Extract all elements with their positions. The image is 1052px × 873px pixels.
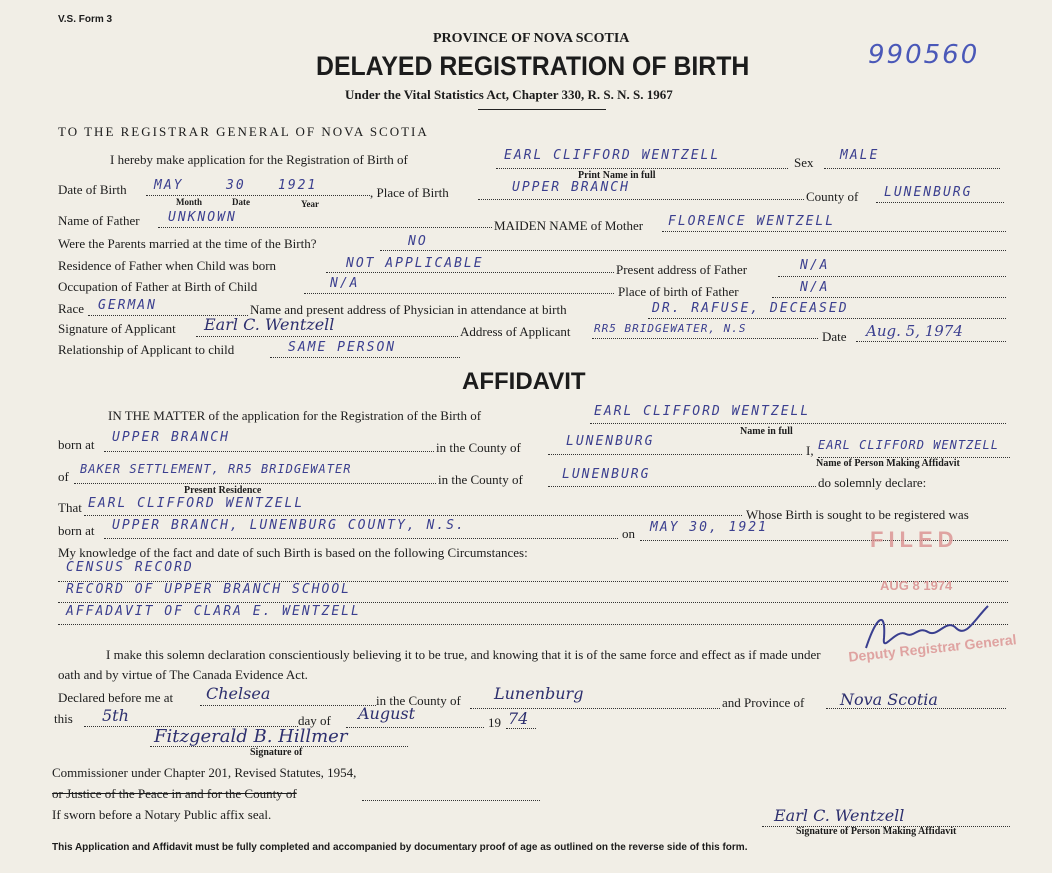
that-label: That	[58, 500, 82, 515]
physician-label: Name and present address of Physician in attendance at birth	[250, 302, 567, 317]
oath-text: oath and by virtue of The Canada Evidence Act.	[58, 667, 308, 682]
circumstance-2: RECORD OF UPPER BRANCH SCHOOL	[66, 582, 351, 597]
person-value: EARL CLIFFORD WENTZELL	[818, 438, 999, 452]
parents-married-label: Were the Parents married at the time of the Birth?	[58, 236, 317, 251]
born-at-line	[104, 451, 434, 452]
place-of-birth-value: UPPER BRANCH	[512, 180, 630, 195]
handwritten-number: 990560	[868, 40, 980, 70]
present-residence-caption: Present Residence	[184, 485, 262, 496]
date-label: Date	[822, 329, 847, 344]
stamp-office: Deputy Registrar General	[847, 631, 1018, 665]
child-name-line	[496, 168, 788, 169]
affidavit-matter: IN THE MATTER of the application for the Registration of the Birth of	[108, 408, 482, 423]
commissioner-label: Commissioner under Chapter 201, Revised Statutes, 1954,	[52, 765, 357, 780]
birth-of-line	[590, 423, 1006, 424]
that-line	[84, 515, 742, 516]
declared-label: Declared before me at	[58, 690, 174, 705]
dob-date: 30	[226, 178, 246, 193]
born-place-line	[104, 538, 618, 539]
signature-applicant-value: Earl C. Wentzell	[204, 315, 335, 334]
declared-line	[200, 705, 376, 706]
signature-applicant-label: Signature of Applicant	[58, 321, 176, 336]
application-label: I hereby make application for the Registration of Birth of	[110, 152, 408, 167]
year-line	[506, 728, 536, 729]
occupation-father-value: N/A	[330, 276, 360, 291]
occupation-father-label: Occupation of Father at Birth of Child	[58, 279, 258, 294]
circumstance-3: AFFADAVIT OF CLARA E. WENTZELL	[66, 604, 361, 619]
month-line	[346, 727, 484, 728]
to-registrar: TO THE REGISTRAR GENERAL OF NOVA SCOTIA	[58, 124, 429, 139]
birth-of-value: EARL CLIFFORD WENTZELL	[594, 404, 811, 419]
form-subtitle: Under the Vital Statistics Act, Chapter 330, R. S. N. S. 1967	[345, 87, 673, 102]
registrar-signature-icon	[856, 598, 996, 662]
child-name-value: EARL CLIFFORD WENTZELL	[504, 148, 721, 163]
decl-county-label: in the County of	[376, 693, 461, 708]
dob-label: Date of Birth	[58, 182, 127, 197]
year-caption: Year	[301, 199, 319, 209]
i-label: I,	[806, 443, 814, 458]
title-rule	[478, 109, 606, 110]
county1-line	[548, 454, 802, 455]
born-at2-label: born at	[58, 523, 95, 538]
knowledge-label: My knowledge of the fact and date of such Birth is based on the following Circumstances:	[58, 545, 528, 560]
form-title: DELAYED REGISTRATION OF BIRTH	[316, 51, 750, 81]
race-value: GERMAN	[98, 298, 157, 313]
day-value: 5th	[102, 706, 129, 725]
date-line	[856, 341, 1006, 342]
solemn-declaration: I make this solemn declaration conscientiously believing it to be true, and knowing that it is of the same force and effect as if made under	[106, 647, 821, 662]
month-value: August	[358, 704, 416, 723]
maiden-name-line	[662, 231, 1006, 232]
father-label: Name of Father	[58, 213, 140, 228]
filed-stamp: FILED	[870, 527, 959, 552]
county-label: County of	[806, 189, 859, 204]
on-label: on	[622, 526, 635, 541]
occupation-father-line	[304, 293, 614, 294]
county2-value: LUNENBURG	[562, 467, 651, 482]
commissioner-signature: Fitzgerald B. Hillmer	[154, 726, 348, 747]
born-at-label: born at	[58, 437, 95, 452]
born-at-value: UPPER BRANCH	[112, 430, 230, 445]
month-caption: Month	[176, 197, 203, 207]
name-in-full-caption: Name in full	[740, 426, 793, 437]
county1-value: LUNENBURG	[566, 434, 655, 449]
date-value: Aug. 5, 1974	[866, 322, 963, 340]
relationship-label: Relationship of Applicant to child	[58, 342, 235, 357]
county1-label: in the County of	[436, 440, 521, 455]
province-label: and Province of	[722, 695, 805, 710]
nineteen-label: 19	[488, 715, 501, 730]
solemnly-declare: do solemnly declare:	[818, 475, 927, 490]
signature-of-caption: Signature of	[250, 747, 303, 758]
place-birth-father-value: N/A	[800, 280, 830, 295]
county-value: LUNENBURG	[884, 185, 973, 200]
province-value: Nova Scotia	[840, 690, 938, 709]
father-value: UNKNOWN	[168, 210, 237, 225]
address-applicant-label: Address of Applicant	[460, 324, 571, 339]
sex-label: Sex	[794, 155, 814, 170]
day-of-label: day of	[298, 713, 331, 728]
residence-father-line	[326, 272, 614, 273]
address-applicant-line	[592, 338, 818, 339]
parents-married-value: NO	[408, 234, 428, 249]
declared-value: Chelsea	[206, 684, 271, 703]
race-label: Race	[58, 301, 84, 316]
of-label: of	[58, 469, 69, 484]
present-address-father-line	[778, 276, 1006, 277]
notary-label: If sworn before a Notary Public affix seal.	[52, 807, 272, 822]
person-signature: Earl C. Wentzell	[774, 806, 905, 825]
year-value: 74	[508, 709, 529, 728]
footer-note: This Application and Affidavit must be fully completed and accompanied by documentary proof of age as outlined on the reverse side of this form.	[52, 842, 748, 853]
mother-value: FLORENCE WENTZELL	[668, 214, 836, 229]
sig-person-caption: Signature of Person Making Affidavit	[796, 826, 957, 837]
county-line	[876, 202, 1004, 203]
place-birth-father-line	[772, 297, 1006, 298]
physician-value: DR. RAFUSE, DECEASED	[652, 301, 849, 316]
form-id: V.S. Form 3	[58, 14, 113, 25]
province-heading: PROVINCE OF NOVA SCOTIA	[433, 31, 630, 46]
print-name-caption: Print Name in full	[578, 170, 656, 181]
place-of-birth-line	[478, 199, 804, 200]
father-line	[158, 227, 492, 228]
that-value: EARL CLIFFORD WENTZELL	[88, 496, 305, 511]
residence-father-value: NOT APPLICABLE	[346, 256, 484, 271]
parents-married-line	[380, 250, 1006, 251]
residence-line	[74, 483, 436, 484]
present-address-father-label: Present address of Father	[616, 262, 748, 277]
justice-label: or Justice of the Peace in and for the County of	[52, 786, 297, 801]
affidavit-heading: AFFIDAVIT	[462, 368, 586, 395]
address-applicant-value: RR5 BRIDGEWATER, N.S	[594, 322, 747, 335]
decl-county-value: Lunenburg	[494, 684, 584, 703]
relationship-line	[270, 357, 460, 358]
county2-line	[548, 486, 816, 487]
residence-value: BAKER SETTLEMENT, RR5 BRIDGEWATER	[80, 462, 352, 476]
dob-month: MAY	[154, 178, 184, 193]
maiden-name-label: MAIDEN NAME of Mother	[494, 218, 644, 233]
stamp-date: AUG 8 1974	[880, 578, 953, 593]
dob-year: 1921	[278, 178, 318, 193]
physician-line	[648, 318, 1006, 319]
whose-birth-label: Whose Birth is sought to be registered was	[746, 507, 969, 522]
sex-value: MALE	[840, 148, 880, 163]
born-place-value: UPPER BRANCH, LUNENBURG COUNTY, N.S.	[112, 518, 466, 533]
signature-applicant-line	[196, 336, 458, 337]
place-of-birth-label: , Place of Birth	[370, 185, 449, 200]
name-person-caption: Name of Person Making Affidavit	[816, 458, 960, 469]
this-label: this	[54, 711, 73, 726]
county2-label: in the County of	[438, 472, 523, 487]
born-date-value: MAY 30, 1921	[650, 520, 768, 535]
circumstance-1: CENSUS RECORD	[66, 560, 194, 575]
date-caption: Date	[232, 197, 250, 207]
relationship-value: SAME PERSON	[288, 340, 397, 355]
place-birth-father-label: Place of birth of Father	[618, 284, 739, 299]
present-address-father-value: N/A	[800, 258, 830, 273]
residence-father-label: Residence of Father when Child was born	[58, 258, 277, 273]
sex-line	[824, 168, 1000, 169]
justice-line	[362, 800, 540, 801]
dob-line	[146, 195, 370, 196]
